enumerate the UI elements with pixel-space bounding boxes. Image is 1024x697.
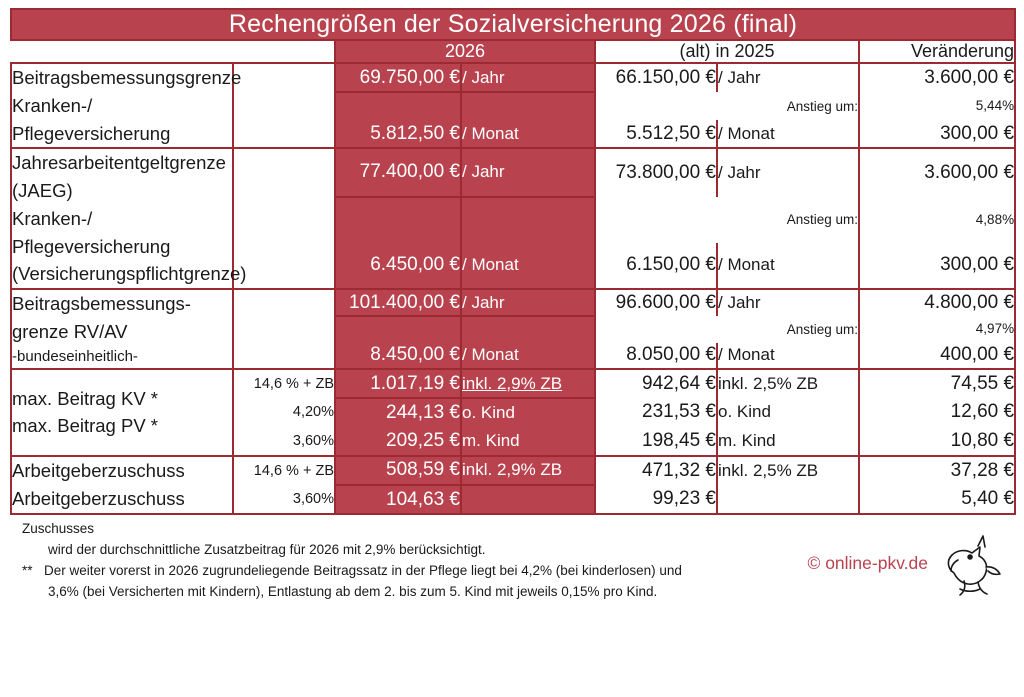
- value-2026: 8.450,00 €: [335, 343, 461, 369]
- value-2026: 209,25 €: [335, 427, 461, 456]
- rate-kv: 14,6 % + ZB: [233, 369, 335, 398]
- unit-2026-spacer: [461, 92, 595, 120]
- unit-2026: / Monat: [461, 243, 595, 289]
- value-2026: 5.812,50 €: [335, 120, 461, 148]
- unit-2026: / Jahr: [461, 148, 595, 196]
- change-note-value: 4,97%: [859, 316, 1015, 342]
- unit-2025: inkl. 2,5% ZB: [717, 456, 859, 485]
- value-change: 300,00 €: [859, 243, 1015, 289]
- brand-label: © online-pkv.de: [807, 552, 928, 573]
- value-2025: 942,64 €: [595, 369, 717, 398]
- unit-2025: / Monat: [717, 243, 859, 289]
- value-2026: 104,63 €: [335, 485, 461, 514]
- unit-2026-underline: inkl. 2,9% ZB: [462, 373, 563, 393]
- footnote-line-4: 3,6% (bei Versicherten mit Kindern), Entlastung ab dem 2. bis zum 5. Kind mit jeweils 0,15% pro Kind.: [48, 584, 658, 600]
- value-2026: 508,59 €: [335, 456, 461, 485]
- unit-2026: o. Kind: [461, 398, 595, 426]
- value-change: 4.800,00 €: [859, 289, 1015, 316]
- header-spacer: [11, 40, 233, 63]
- rate-agz-kv: 14,6 % + ZB: [233, 456, 335, 485]
- value-2025: 99,23 €: [595, 485, 717, 514]
- change-note-label: Anstieg um:: [595, 316, 859, 342]
- value-2026: 101.400,00 €: [335, 289, 461, 316]
- value-2025: 66.150,00 €: [595, 63, 717, 92]
- value-2025: 198,45 €: [595, 427, 717, 456]
- change-note-value: 5,44%: [859, 92, 1015, 120]
- value-2025: 471,32 €: [595, 456, 717, 485]
- unit-2025: / Monat: [717, 120, 859, 148]
- unit-2025: / Jahr: [717, 63, 859, 92]
- value-2025: 6.150,00 €: [595, 243, 717, 289]
- unit-2026: [461, 485, 595, 514]
- footnote-line-3-text: Der weiter vorerst in 2026 zugrundeliegende Beitragssatz in der Pflege liegt bei 4,2% (bei kinderlosen) und: [44, 563, 682, 579]
- value-2026: 1.017,19 €: [335, 369, 461, 398]
- footnote-line-1: Zuschusses: [22, 521, 95, 537]
- row-rate-bbg-kv: [233, 63, 335, 148]
- row-label-bbg-kv: Beitragsbemessungsgrenze Kranken-/ Pflegeversicherung: [11, 63, 233, 148]
- unit-2025: / Jahr: [717, 148, 859, 196]
- value-change: 400,00 €: [859, 343, 1015, 369]
- table-row: [11, 456, 1015, 485]
- value-2025: 96.600,00 €: [595, 289, 717, 316]
- unit-2026: / Monat: [461, 120, 595, 148]
- value-change: 37,28 €: [859, 456, 1015, 485]
- social-insurance-table: [10, 8, 1016, 515]
- unit-2026: / Jahr: [461, 289, 595, 316]
- unit-2025: o. Kind: [717, 398, 859, 426]
- rate-pv-ohne-kind: 4,20%: [233, 398, 335, 426]
- unit-2026: / Monat: [461, 343, 595, 369]
- value-change: 74,55 €: [859, 369, 1015, 398]
- value-2026: 69.750,00 €: [335, 63, 461, 92]
- row-label-bbg-rv: Beitragsbemessungs- grenze RV/AV -bundeseinheitlich-: [11, 289, 233, 369]
- unicorn-logo-icon: [930, 533, 1008, 599]
- value-change: 300,00 €: [859, 120, 1015, 148]
- unit-2025: inkl. 2,5% ZB: [717, 369, 859, 398]
- footnotes: [10, 519, 1014, 603]
- table-row: [11, 289, 1015, 316]
- table-header-row: [11, 40, 1015, 63]
- unit-2025: / Monat: [717, 343, 859, 369]
- table-row: [11, 485, 1015, 514]
- header-2026: 2026: [335, 40, 595, 63]
- row-label-agz-pv: Arbeitgeberzuschuss: [11, 485, 233, 514]
- value-2026-spacer: [335, 197, 461, 243]
- unit-2026-spacer: [461, 197, 595, 243]
- unit-2026-spacer: [461, 316, 595, 342]
- value-2025: 231,53 €: [595, 398, 717, 426]
- unit-2025: [717, 485, 859, 514]
- table-title-row: [11, 9, 1015, 40]
- header-2025: (alt) in 2025: [595, 40, 859, 63]
- value-change: 12,60 €: [859, 398, 1015, 426]
- change-note-value: 4,88%: [859, 197, 1015, 243]
- value-2025: 73.800,00 €: [595, 148, 717, 196]
- change-note-label: Anstieg um:: [595, 197, 859, 243]
- footnote-marker: **: [22, 563, 33, 579]
- value-2025: 8.050,00 €: [595, 343, 717, 369]
- value-2025: 5.512,50 €: [595, 120, 717, 148]
- unit-2025: / Jahr: [717, 289, 859, 316]
- value-change: 3.600,00 €: [859, 63, 1015, 92]
- value-change: 10,80 €: [859, 427, 1015, 456]
- rate-pv-mit-kind: 3,60%: [233, 427, 335, 456]
- table-row: [11, 148, 1015, 196]
- row-label-max-beitrag: max. Beitrag KV * max. Beitrag PV *: [11, 369, 233, 456]
- row-label-jaeg: Jahresarbeitentgeltgrenze (JAEG) Kranken-/ Pflegeversicherung (Versicherungspflichtgrenze): [11, 148, 233, 289]
- row-rate-bbg-rv: [233, 289, 335, 369]
- value-change: 3.600,00 €: [859, 148, 1015, 196]
- page-title: Rechengrößen der Sozialversicherung 2026 (final): [11, 9, 1015, 40]
- unit-2026: inkl. 2,9% ZB: [461, 456, 595, 485]
- table-row: [11, 63, 1015, 92]
- footnote-line-2: wird der durchschnittliche Zusatzbeitrag für 2026 mit 2,9% berücksichtigt.: [48, 542, 486, 558]
- value-2026-spacer: [335, 92, 461, 120]
- rate-agz-pv: 3,60%: [233, 485, 335, 514]
- value-2026: 6.450,00 €: [335, 243, 461, 289]
- header-spacer-rate: [233, 40, 335, 63]
- row-label-agz-kv: Arbeitgeberzuschuss: [11, 456, 233, 485]
- table-row: [11, 369, 1015, 398]
- header-change: Veränderung: [859, 40, 1015, 63]
- unit-2025: m. Kind: [717, 427, 859, 456]
- unit-2026: [461, 369, 595, 398]
- row-rate-jaeg: [233, 148, 335, 289]
- value-change: 5,40 €: [859, 485, 1015, 514]
- unit-2026: m. Kind: [461, 427, 595, 456]
- value-2026: 77.400,00 €: [335, 148, 461, 196]
- value-2026-spacer: [335, 316, 461, 342]
- value-2026: 244,13 €: [335, 398, 461, 426]
- change-note-label: Anstieg um:: [595, 92, 859, 120]
- unit-2026: / Jahr: [461, 63, 595, 92]
